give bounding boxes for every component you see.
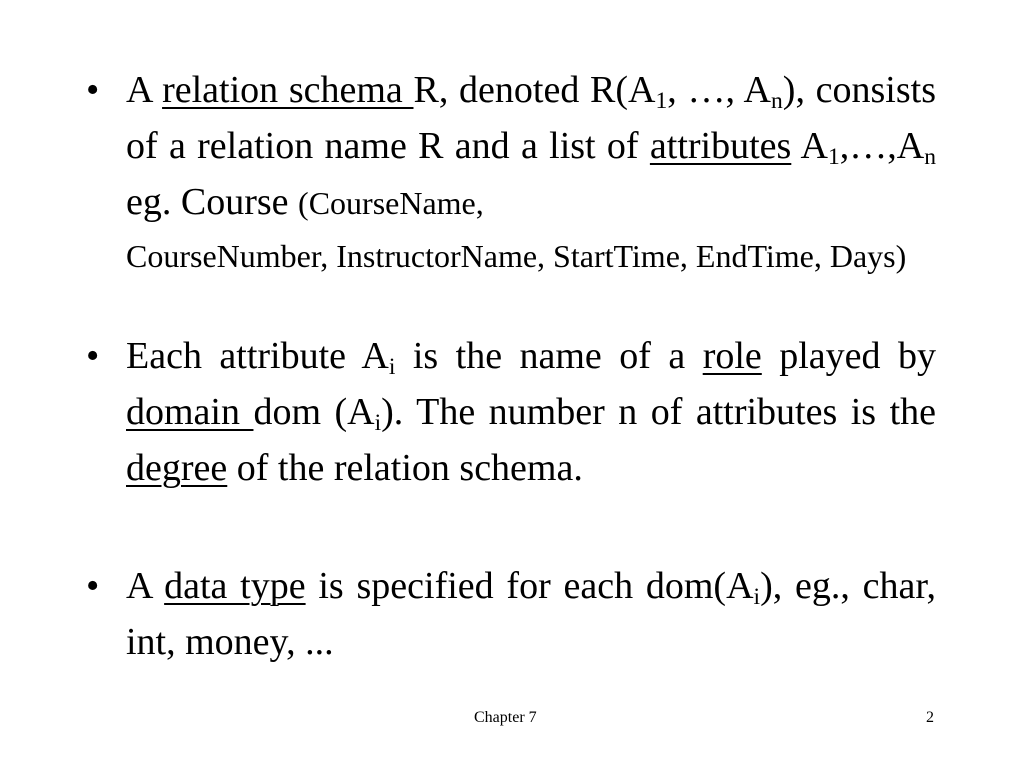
bullet-marker: • [86,335,100,377]
bullet-marker: • [86,69,100,111]
term-data-type: data type [164,565,306,607]
subscript: n [771,87,783,114]
footer-page-number: 2 [926,709,934,726]
text-run: A [791,125,828,167]
text-run: is specified for each dom(A [305,565,754,607]
text-run: ), consists of a relation name R and a list of [126,69,936,167]
text-run: is the name of a [395,335,703,377]
bullet-1-text [126,62,936,281]
subscript: i [753,583,761,610]
text-run: A [126,565,165,607]
example-attributes: CourseNumber, InstructorName, StartTime, EndTime, Days) [126,238,907,274]
text-run: ), eg., char, int, money, ... [126,565,936,663]
text-run: dom (A [253,391,375,433]
bullet-2-text [126,328,936,496]
term-degree: degree [126,447,228,489]
subscript: n [924,143,936,170]
term-role: role [702,335,762,377]
text-run: Each attribute A [126,335,389,377]
term-relation-schema: relation schema [162,69,414,111]
text-run: ). The number n of attributes is the [381,391,936,433]
subscript: i [388,353,396,380]
term-domain: domain [126,391,254,433]
subscript: 1 [827,143,840,170]
bullet-marker: • [86,565,100,607]
subscript: i [374,409,382,436]
text-run: A [126,69,163,111]
term-attributes: attributes [649,125,792,167]
text-run: played by [761,335,936,377]
text-run: R, denoted R(A [413,69,656,111]
bullet-3-text [126,558,936,670]
text-run: eg. Course [126,181,299,223]
subscript: 1 [655,87,668,114]
text-run: ,…,A [839,125,925,167]
text-run: of the relation schema. [227,447,583,489]
example-attributes-start: (CourseName, [298,185,484,221]
text-run: , …, A [667,69,772,111]
footer-chapter: Chapter 7 [474,709,537,726]
